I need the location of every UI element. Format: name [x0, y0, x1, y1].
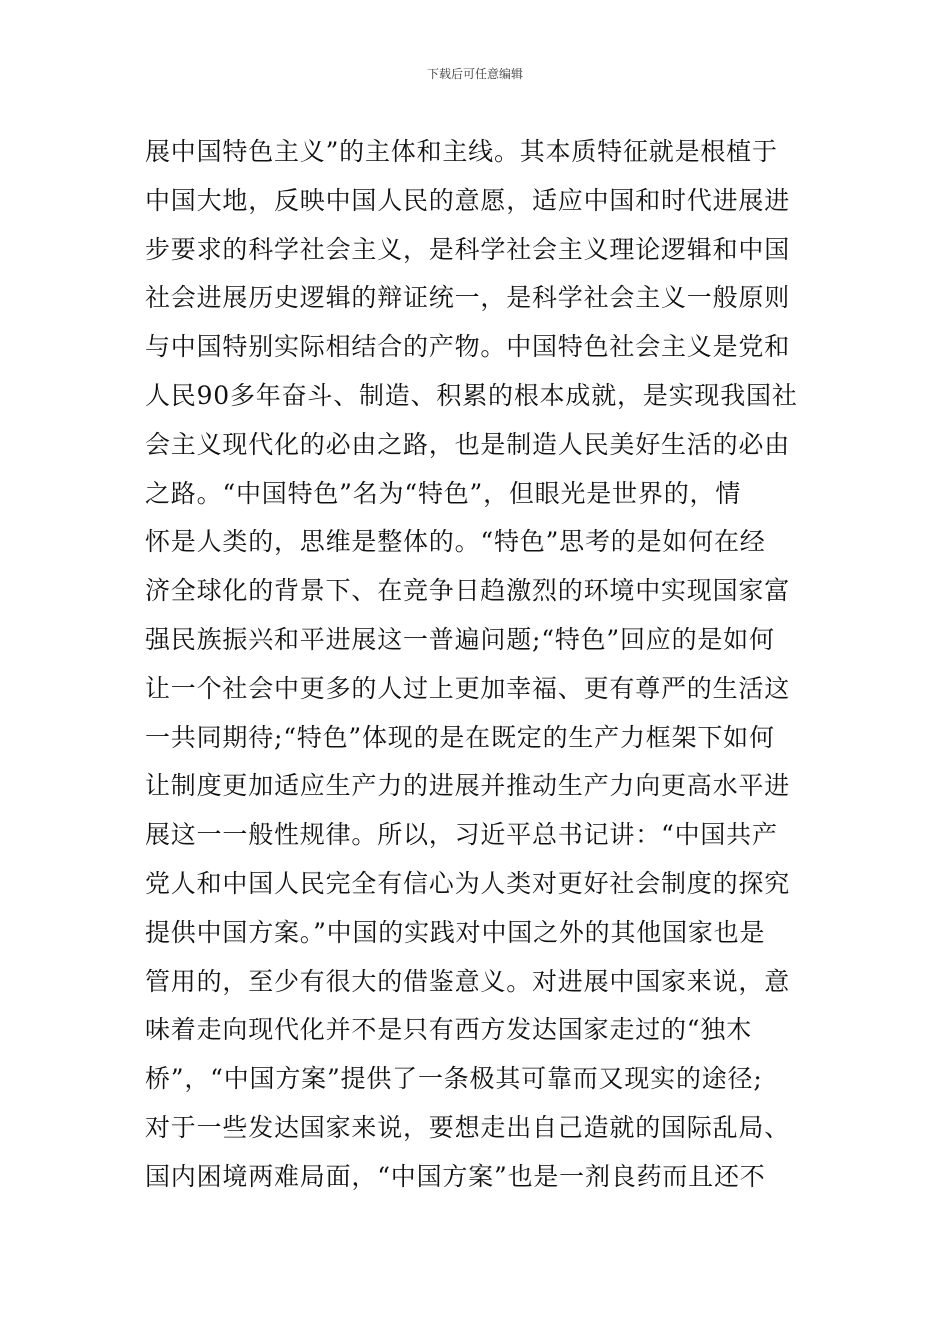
text-line: 济全球化的背景下、在竞争日趋激烈的环境中实现国家富: [145, 576, 791, 606]
text-line: 管用的，至少有很大的借鉴意义。对进展中国家来说，意: [145, 966, 791, 996]
text-line: 步要求的科学社会主义，是科学社会主义理论逻辑和中国: [145, 234, 791, 264]
text-line: 展中国特色主义”的主体和主线。其本质特征就是根植于: [145, 137, 778, 166]
text-line: 味着走向现代化并不是只有西方发达国家走过的“独木: [145, 1015, 752, 1045]
text-line: 怀是人类的，思维是整体的。“特色”思考的是如何在经: [145, 527, 766, 557]
text-line: 中国大地，反映中国人民的意愿，适应中国和时代进展进: [145, 185, 791, 215]
text-line: 会主义现代化的必由之路，也是制造人民美好生活的必由: [145, 429, 791, 459]
body-text: [145, 128, 815, 1202]
text-line: 对于一些发达国家来说，要想走出自己造就的国际乱局、: [145, 1112, 791, 1142]
text-line: 强民族振兴和平进展这一普遍问题;“特色”回应的是如何: [145, 624, 775, 654]
text-line: 人民90多年奋斗、制造、积累的根本成就，是实现我国社: [145, 380, 798, 410]
text-line: 国内困境两难局面，“中国方案”也是一剂良药而且还不: [145, 1161, 766, 1191]
text-line: 展这一一般性规律。所以，习近平总书记讲：“中国共产: [145, 820, 778, 850]
text-line: 提供中国方案。”中国的实践对中国之外的其他国家也是: [145, 917, 766, 947]
text-line: 与中国特别实际相结合的产物。中国特色社会主义是党和: [145, 332, 791, 362]
text-line: 让一个社会中更多的人过上更加幸福、更有尊严的生活这: [145, 673, 791, 703]
text-line: 一共同期待;“特色”体现的是在既定的生产力框架下如何: [145, 722, 775, 752]
text-line: 社会进展历史逻辑的辩证统一，是科学社会主义一般原则: [145, 283, 791, 313]
page-header: 下载后可任意编辑: [426, 67, 523, 81]
text-line: 桥”，“中国方案”提供了一条极其可靠而又现实的途径;: [145, 1064, 763, 1094]
text-line: 让制度更加适应生产力的进展并推动生产力向更高水平进: [145, 771, 791, 801]
text-line: 党人和中国人民完全有信心为人类对更好社会制度的探究: [145, 868, 791, 898]
text-line: 之路。“中国特色”名为“特色”，但眼光是世界的，情: [145, 478, 742, 508]
